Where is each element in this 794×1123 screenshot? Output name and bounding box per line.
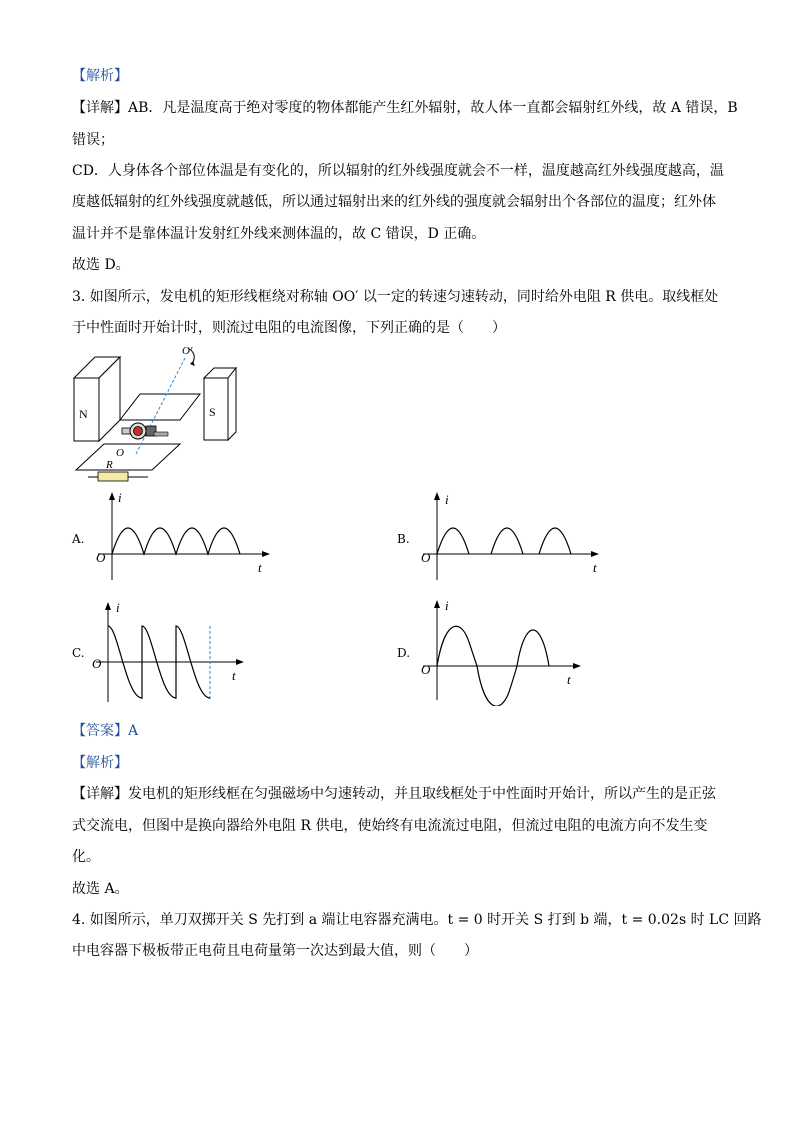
option-a-origin: O [96,550,106,565]
option-b-i: i [445,492,449,507]
analysis-heading-1: 【解析】 [72,68,128,84]
option-a-label: A. [72,532,85,546]
option-a-t: t [258,560,262,575]
option-b-origin: O [421,550,431,565]
label-n: N [79,407,88,421]
question-4-line-1: 4. 如图所示，单刀双掷开关 S 先打到 a 端让电容器充满电。t = 0 时开关 S 打到 b 端，t = 0.02s 时 LC 回路 [72,912,762,928]
option-c-t: t [232,668,236,683]
detail-1-line-2: 错误； [72,132,114,148]
option-b-curve [437,528,571,554]
label-o-prime: O′ [182,345,193,357]
option-b-label: B. [397,532,410,546]
option-d-i: i [445,598,449,613]
detail-3-line-3: 化。 [72,849,100,865]
analysis-heading-3: 【解析】 [72,755,128,771]
option-c-i: i [116,600,120,615]
option-a-i: i [118,490,122,505]
option-b-t: t [593,560,597,575]
question-3-line-2: 于中性面时开始计时，则流过电阻的电流图像，下列正确的是（ ） [72,320,506,336]
question-4-line-2: 中电容器下极板带正电荷且电荷量第一次达到最大值，则（ ） [72,943,478,959]
option-c-origin: O [92,656,102,671]
rotation-axis [136,356,186,454]
magnet-n [74,357,120,441]
label-s: S [209,405,216,419]
detail-3-line-2: 式交流电，但图中是换向器给外电阻 R 供电，使始终有电流流过电阻，但流过电阻的电流方向不发生变 [72,818,708,834]
commutator [122,423,168,439]
choice-1: 故选 D。 [72,257,130,273]
detail-1-line-4: 度越低辐射的红外线强度就越低，所以通过辐射出来的红外线的强度就会辐射出个各部位的温度；红外体 [72,194,716,210]
resistor [98,472,128,481]
detail-1-line-5: 温计并不是靠体温计发射红外线来测体温的，故 C 错误，D 正确。 [72,226,486,242]
option-d-graph [415,596,590,706]
option-d-origin: O [421,662,431,677]
label-r: R [106,459,113,471]
label-o: O [116,447,124,459]
option-d-t: t [567,672,571,687]
answer-3: 【答案】A [72,723,139,739]
detail-3-line-1: 【详解】发电机的矩形线框在匀强磁场中匀速转动，并且取线框处于中性面时开始计，所以产生的是正弦 [72,786,716,802]
choice-3: 故选 A。 [72,881,129,897]
detail-1-line-1: 【详解】AB．凡是温度高于绝对零度的物体都能产生红外辐射，故人体一直都会辐射红外线，故 A 错误，B [72,100,738,116]
question-3-line-1: 3. 如图所示，发电机的矩形线框绕对称轴 OO′ 以一定的转速匀速转动，同时给外电阻 R 供电。取线框处 [72,289,719,305]
detail-1-line-3: CD．人身体各个部位体温是有变化的，所以辐射的红外线强度就会不一样，温度越高红外线强度越高，温 [72,163,724,179]
option-c-graph [90,598,250,704]
magnet-s [204,368,236,440]
option-a-graph [90,490,275,585]
base-plate [76,444,180,470]
option-a-curve [112,528,240,554]
option-d-label: D. [397,646,411,660]
option-c-label: C. [72,646,85,660]
generator-figure [68,342,248,487]
option-b-graph [415,490,605,585]
